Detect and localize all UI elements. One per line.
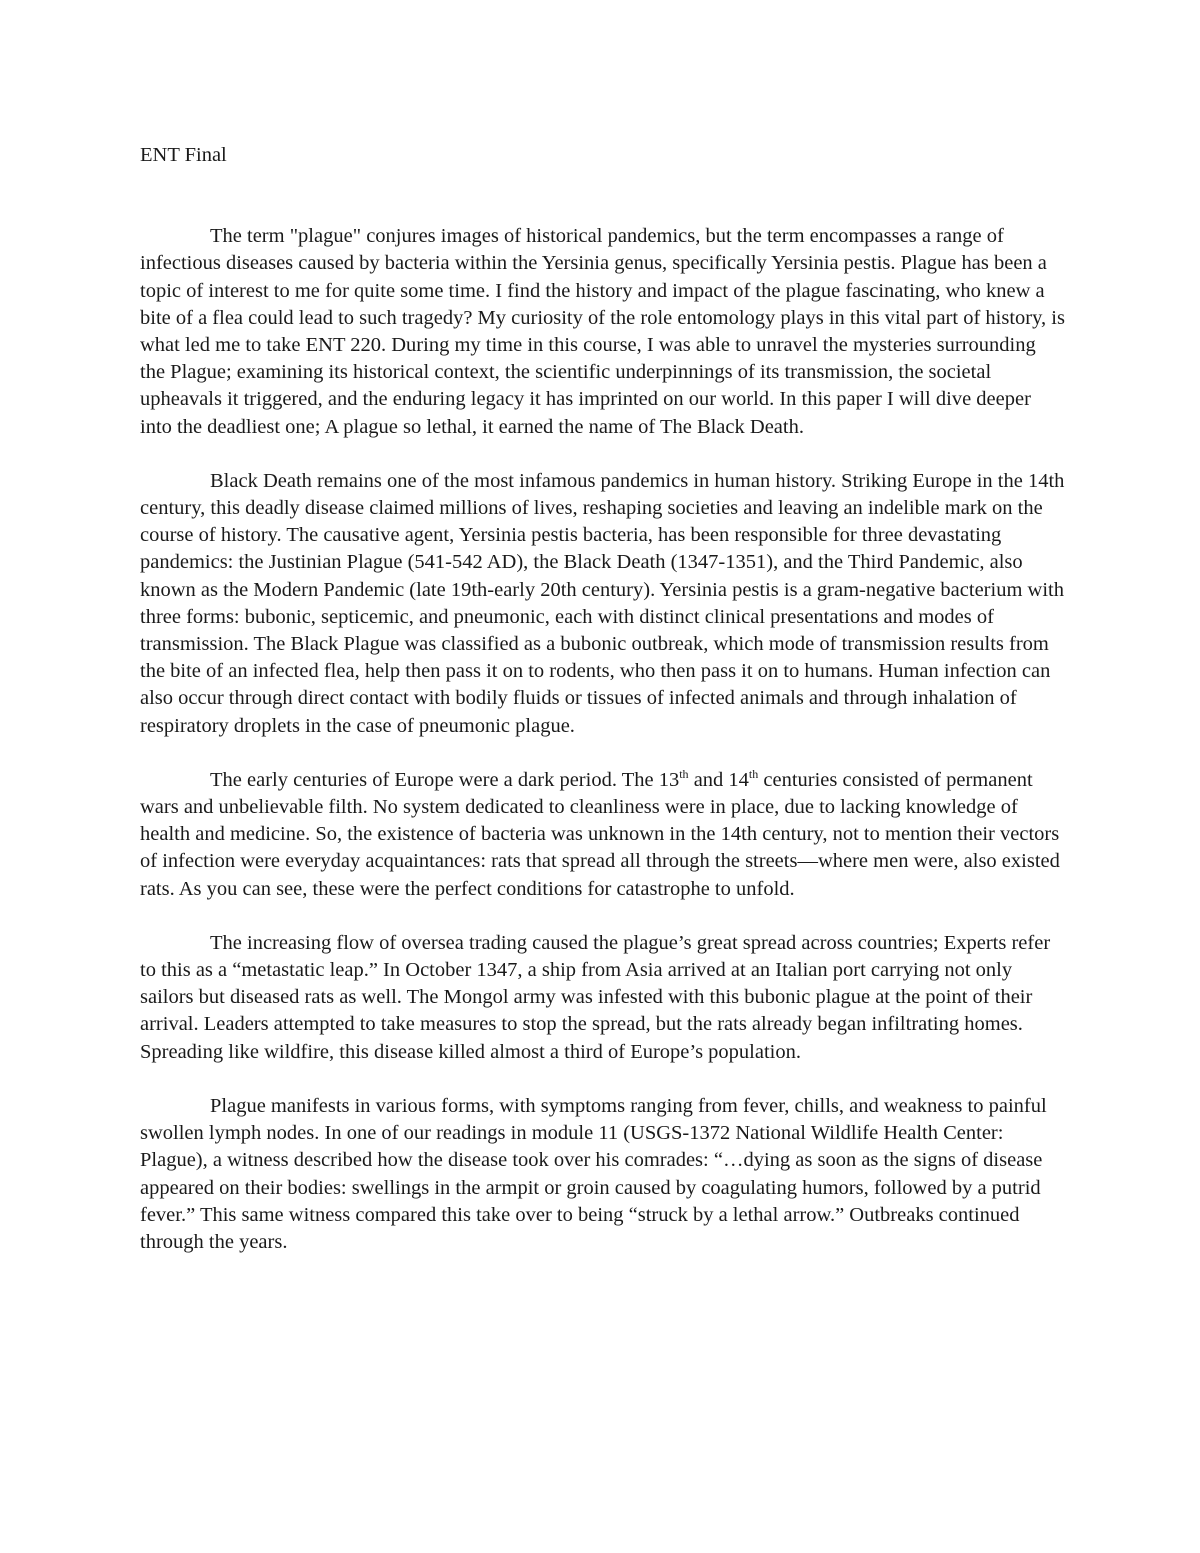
- paragraph-early-centuries: [140, 767, 1065, 903]
- paragraph-introduction: The term "plague" conjures images of historical pandemics, but the term encompasses a range of infectious diseases caused by bacteria within the Yersinia genus, specifically Yersinia pestis. Plague has been a topic of interest to me for quite some time. I find the history and impact of the plague fascinating, who knew a bite of a flea could lead to such tragedy? My curiosity of the role entomology plays in this vital part of history, is what led me to take ENT 220. During my time in this course, I was able to unravel the mysteries surrounding the Plague; examining its historical context, the scientific underpinnings of its transmission, the societal upheavals it triggered, and the enduring legacy it has imprinted on our world. In this paper I will dive deeper into the deadliest one; A plague so lethal, it earned the name of The Black Death.: [140, 225, 1065, 438]
- paragraph-black-death: Black Death remains one of the most infamous pandemics in human history. Striking Europe in the 14th century, this deadly disease claimed millions of lives, reshaping societies and leaving an indelible mark on the course of history. The causative agent, Yersinia pestis bacteria, has been responsible for three devastating pandemics: the Justinian Plague (541-542 AD), the Black Death (1347-1351), and the Third Pandemic, also known as the Modern Pandemic (late 19th-early 20th century). Yersinia pestis is a gram-negative bacterium with three forms: bubonic, septicemic, and pneumonic, each with distinct clinical presentations and modes of transmission. The Black Plague was classified as a bubonic outbreak, which mode of transmission results from the bite of an infected flea, help then pass it on to rodents, who then pass it on to humans. Human infection can also occur through direct contact with bodily fluids or tissues of infected animals and through inhalation of respiratory droplets in the case of pneumonic plague.: [140, 469, 1065, 737]
- paragraph-trade-spread: The increasing flow of oversea trading caused the plague’s great spread across countries; Experts refer to this as a “metastatic leap.” In October 1347, a ship from Asia arrived at an Italian port carrying not only sailors but diseased rats as well. The Mongol army was infested with this bubonic plague at the point of their arrival. Leaders attempted to take measures to stop the spread, but the rats already began infiltrating homes. Spreading like wildfire, this disease killed almost a third of Europe’s population.: [140, 931, 1051, 1063]
- paragraph-text-part-2: and 14: [688, 768, 749, 791]
- superscript-ordinal: th: [748, 767, 759, 782]
- paragraph-text-part-1: The early centuries of Europe were a dark period. The 13: [210, 768, 680, 791]
- paragraph-text-part-3: centuries consisted of permanent wars and unbelievable filth. No system dedicated to cleanliness were in place, due to lacking knowledge of health and medicine. So, the existence of bacteria was unknown in the 14th century, not to mention their vectors of infection were everyday acquaintances: rats that spread all through the streets—where men were, also existed rats. As you can see, these were the perfect conditions for catastrophe to unfold.: [140, 768, 1060, 900]
- document-body: [140, 142, 1065, 1283]
- document-title: ENT Final: [140, 144, 227, 166]
- superscript-ordinal: th: [679, 767, 689, 782]
- paragraph-symptoms: Plague manifests in various forms, with symptoms ranging from fever, chills, and weakness to painful swollen lymph nodes. In one of our readings in module 11 (USGS-1372 National Wildlife Health Center: Plague), a witness described how the disease took over his comrades: “…dying as soon as the signs of disease appeared on their bodies: swellings in the armpit or groin caused by coagulating humors, followed by a putrid fever.” This same witness compared this take over to being “struck by a lethal arrow.” Outbreaks continued through the years.: [140, 1094, 1047, 1253]
